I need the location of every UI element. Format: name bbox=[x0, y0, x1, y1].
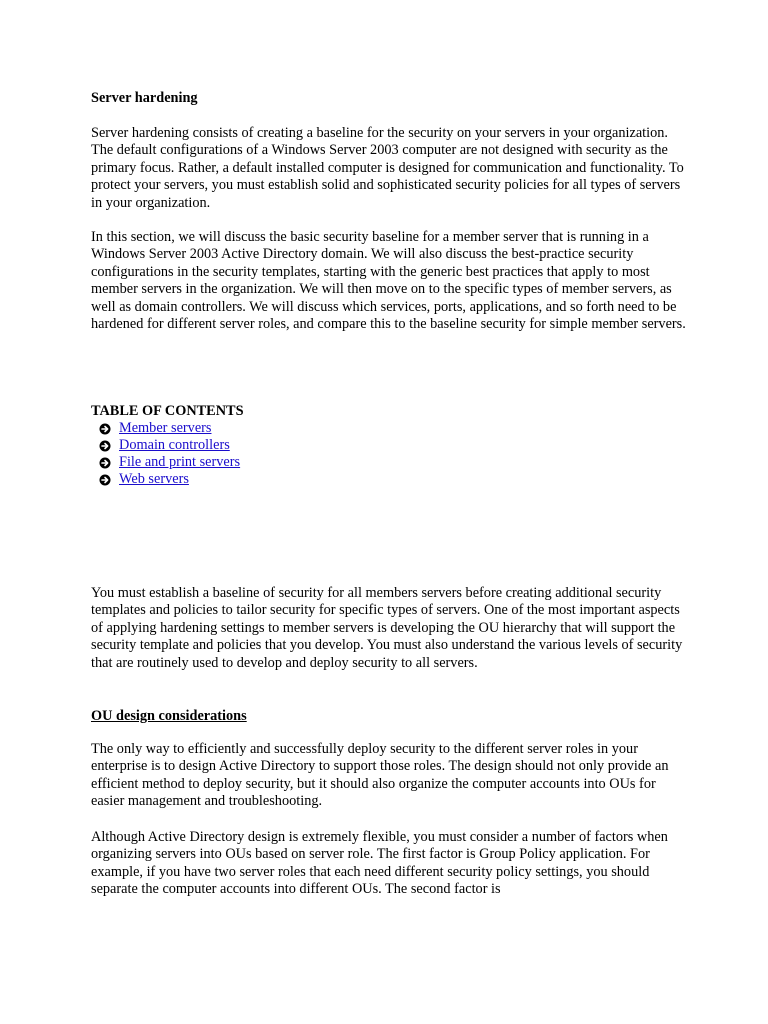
baseline-paragraph: You must establish a baseline of security for all members servers before creating additional security templates and policies to tailor security for specific types of servers. One of the most important aspects of applying hardening settings to member servers is developing the OU hierarchy that will support the security template and policies that you develop. You must also understand the various levels of security that are routinely used to develop and deploy security to all servers. bbox=[91, 585, 683, 671]
intro-paragraph-2: In this section, we will discuss the basic security baseline for a member server that is running in a Windows Server 2003 Active Directory domain. We will also discuss the best-practice security configurations in the security templates, starting with the generic best practices that apply to most member servers in the organization. We will then move on to the specific types of member servers, as well as domain controllers. We will discuss which services, ports, applications, and so forth need to be hardened for different server roles, and compare this to the baseline security for simple member servers. bbox=[91, 229, 686, 333]
toc-link-domain-controllers[interactable]: Domain controllers bbox=[119, 437, 230, 454]
document-title: Server hardening bbox=[91, 90, 198, 106]
ou-design-heading: OU design considerations bbox=[91, 708, 247, 724]
arrow-circle-right-icon bbox=[99, 423, 111, 435]
toc-heading: TABLE OF CONTENTS bbox=[91, 403, 244, 419]
toc-item-member-servers bbox=[99, 420, 691, 437]
arrow-circle-right-icon bbox=[99, 440, 111, 452]
toc-link-member-servers[interactable]: Member servers bbox=[119, 419, 212, 436]
ou-paragraph-2: Although Active Directory design is extremely flexible, you must consider a number of factors when organizing servers into OUs based on server role. The first factor is Group Policy application. For example, if you have two server roles that each need different security policy settings, you should separate the computer accounts into different OUs. The second factor is bbox=[91, 829, 668, 898]
toc-item-web-servers bbox=[99, 472, 691, 489]
arrow-circle-right-icon bbox=[99, 474, 111, 486]
toc-link-file-and-print-servers[interactable]: File and print servers bbox=[119, 454, 241, 471]
toc-list bbox=[91, 420, 691, 489]
ou-paragraph-1: The only way to efficiently and successfully deploy security to the different server roles in your enterprise is to design Active Directory to support those roles. The design should not only provide an efficient method to deploy security, but it should also organize the computer accounts into OUs for easier management and troubleshooting. bbox=[91, 741, 669, 810]
intro-paragraph-1: Server hardening consists of creating a baseline for the security on your servers in your organization. The default configurations of a Windows Server 2003 computer are not designed with security as the primary focus. Rather, a default installed computer is designed for communication and functionality. To protect your servers, you must establish solid and sophisticated security policies for all types of servers in your organization. bbox=[91, 125, 684, 211]
toc-item-domain-controllers bbox=[99, 437, 691, 454]
arrow-circle-right-icon bbox=[99, 457, 111, 469]
toc-link-web-servers[interactable]: Web servers bbox=[119, 471, 189, 488]
toc-item-file-and-print-servers bbox=[99, 454, 691, 471]
